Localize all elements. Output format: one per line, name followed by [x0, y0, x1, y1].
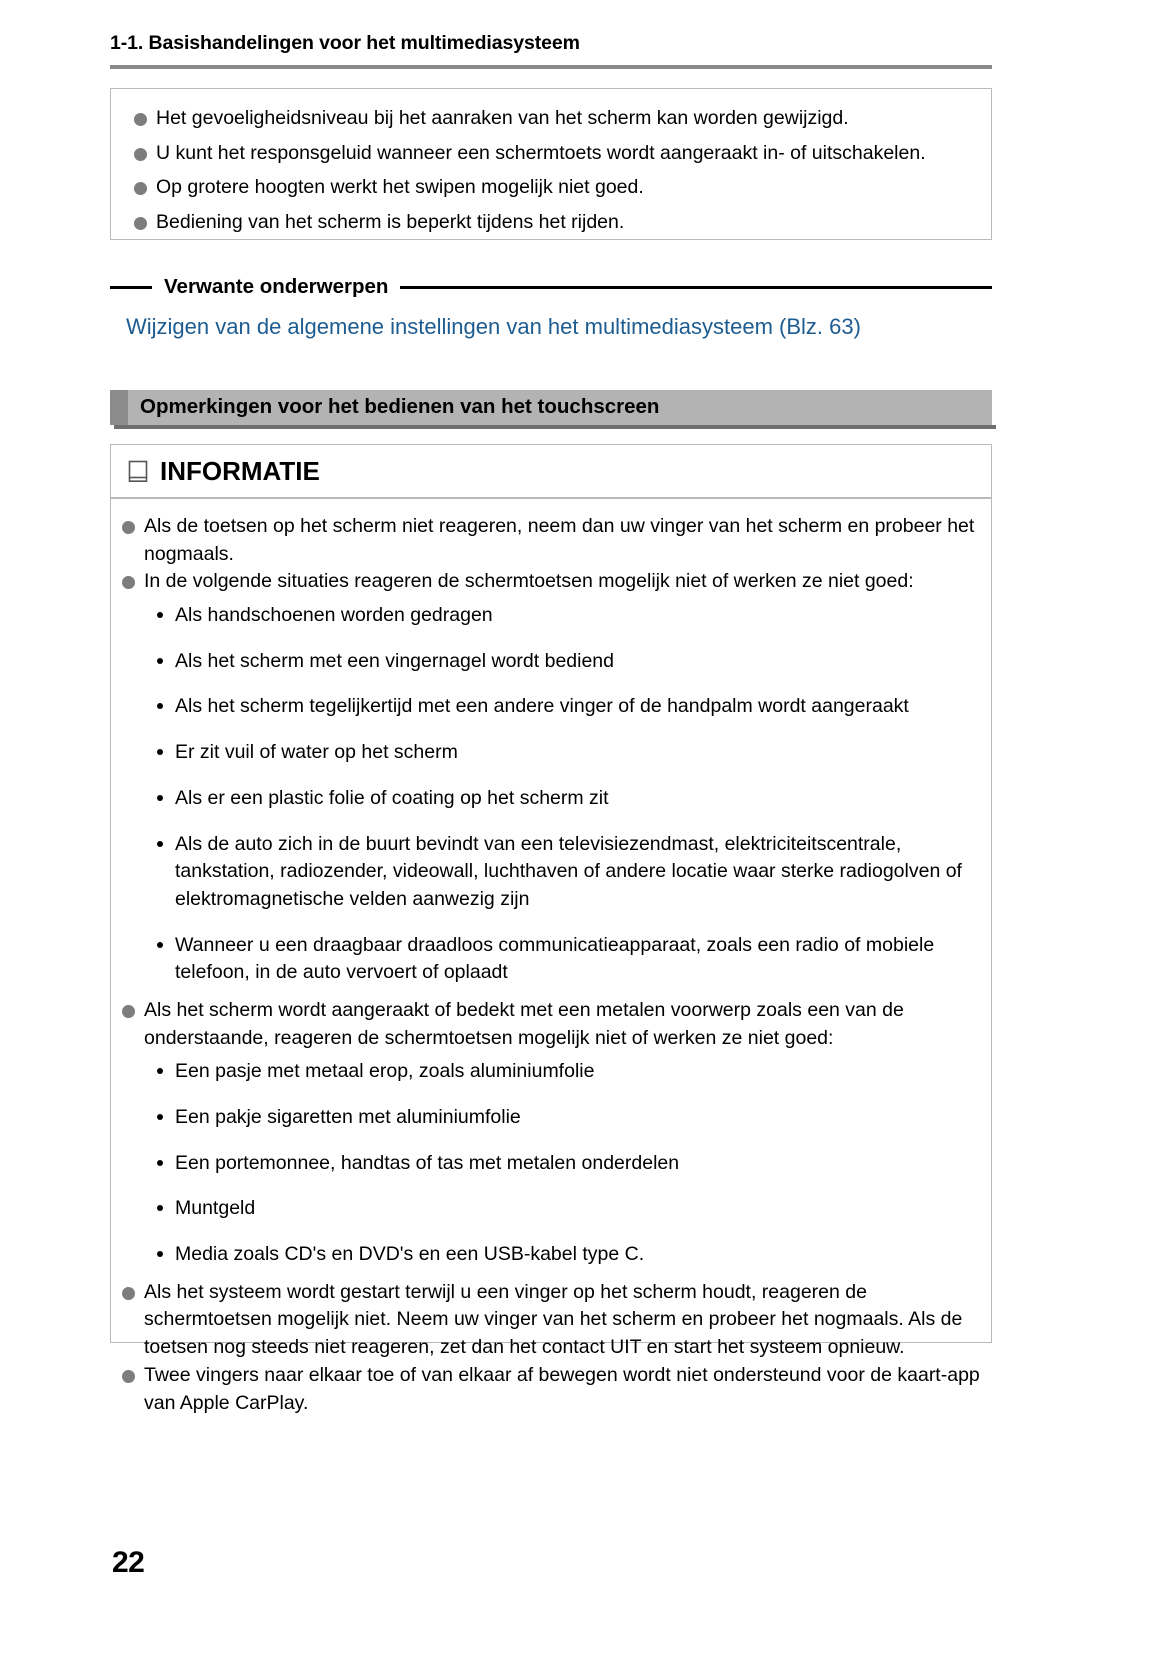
related-topics-header	[110, 272, 992, 302]
sub-list-item	[144, 1058, 981, 1086]
list-item-text: Als het scherm wordt aangeraakt of bedekt met een metalen voorwerp zoals een van de onderstaande, reageren de schermtoetsen mogelijk niet of werken ze niet goed:	[144, 998, 904, 1049]
sub-bullet-dot-icon	[157, 1251, 163, 1257]
sub-bullet-dot-icon	[157, 1160, 163, 1166]
section-bar-shadow	[114, 425, 996, 429]
sub-list-item-text: Er zit vuil of water op het scherm	[175, 741, 458, 764]
sub-list-item-text: Een pakje sigaretten met aluminiumfolie	[175, 1106, 521, 1128]
sub-bullet-dot-icon	[157, 1068, 163, 1074]
sub-list-item-text: Media zoals CD's en DVD's en een USB-kabel type C.	[175, 1243, 645, 1266]
sub-list-item-text: Als het scherm tegelijkertijd met een andere vinger of de handpalm wordt aangeraakt	[175, 695, 909, 718]
sub-list	[144, 602, 981, 987]
bullet-dot-icon	[134, 113, 147, 126]
sub-list-item	[144, 602, 981, 630]
running-header-title: 1-1. Basishandelingen voor het multimediasysteem	[110, 32, 580, 54]
header-divider	[110, 65, 992, 69]
page-number: 22	[112, 1546, 145, 1579]
bullet-dot-icon	[122, 576, 135, 589]
list-item-text: U kunt het responsgeluid wanneer een schermtoets wordt aangeraakt in- of uitschakelen.	[156, 141, 926, 164]
list-item	[123, 209, 983, 237]
notes-box	[110, 88, 992, 240]
list-item-text: Als de toetsen op het scherm niet reageren, neem dan uw vinger van het scherm en probeer het nogmaals.	[144, 515, 975, 565]
section-title: Opmerkingen voor het bedienen van het touchscreen	[140, 395, 660, 419]
list-item-text: Het gevoeligheidsniveau bij het aanraken van het scherm kan worden gewijzigd.	[156, 107, 849, 129]
sub-list-item-text: Muntgeld	[175, 1197, 256, 1220]
sub-list-item	[144, 739, 981, 767]
list-item	[111, 513, 981, 568]
running-header	[110, 32, 992, 69]
list-item-text: In de volgende situaties reageren de schermtoetsen mogelijk niet of werken ze niet goed:	[144, 570, 914, 593]
sub-list-item	[144, 831, 981, 914]
bullet-dot-icon	[134, 148, 147, 161]
bullet-dot-icon	[122, 521, 135, 534]
section-title-bar	[110, 390, 992, 425]
list-item-text: Twee vingers naar elkaar toe of van elkaar af bewegen wordt niet ondersteund voor de kaart-app van Apple CarPlay.	[144, 1363, 980, 1414]
related-topics-heading: Verwante onderwerpen	[164, 274, 389, 298]
sub-list-item	[144, 693, 981, 721]
sub-list-item	[144, 1241, 981, 1269]
information-body-box	[110, 498, 992, 1414]
bullet-dot-icon	[122, 1287, 135, 1300]
sub-list-item	[144, 932, 981, 987]
sub-list-item	[144, 1150, 981, 1178]
list-item	[111, 1362, 981, 1417]
book-icon	[128, 460, 149, 483]
bullet-dot-icon	[134, 182, 147, 195]
sub-list-item-text: Als handschoenen worden gedragen	[175, 604, 493, 627]
sub-list	[144, 1058, 981, 1268]
list-item-text: Als het systeem wordt gestart terwijl u een vinger op het scherm houdt, reageren de schermtoetsen mogelijk niet. Neem uw vinger van het scherm en probeer het nogmaals. Als de toetsen nog steeds niet reageren, zet dan het contact UIT en start het systeem opnieuw.	[144, 1280, 963, 1359]
sub-list-item	[144, 1104, 981, 1132]
bullet-dot-icon	[134, 217, 147, 230]
information-list	[111, 513, 981, 1417]
sub-bullet-dot-icon	[157, 703, 163, 709]
sub-bullet-dot-icon	[157, 658, 163, 664]
rule-left	[110, 286, 152, 289]
sub-bullet-dot-icon	[157, 1114, 163, 1120]
sub-bullet-dot-icon	[157, 942, 163, 948]
list-item-text: Op grotere hoogten werkt het swipen mogelijk niet goed.	[156, 176, 644, 199]
sub-list-item-text: Een portemonnee, handtas of tas met metalen onderdelen	[175, 1151, 680, 1174]
sub-bullet-dot-icon	[157, 612, 163, 618]
sub-list-item	[144, 1195, 981, 1223]
sub-bullet-dot-icon	[157, 749, 163, 755]
sub-bullet-dot-icon	[157, 841, 163, 847]
information-header-box	[110, 444, 992, 498]
bullet-dot-icon	[122, 1370, 135, 1383]
rule-right	[400, 286, 992, 289]
sub-list-item-text: Als er een plastic folie of coating op het scherm zit	[175, 786, 609, 809]
sub-bullet-dot-icon	[157, 1205, 163, 1211]
list-item	[123, 105, 983, 133]
sub-bullet-dot-icon	[157, 795, 163, 801]
sub-list-item-text: Als de auto zich in de buurt bevindt van een televisiezendmast, elektriciteitscentrale, tankstation, radiozender, videowall, luchthaven of andere locatie waar sterke radiogolven of elektromagnetische velden aanwezig zijn	[175, 832, 962, 910]
list-item	[123, 140, 983, 168]
list-item	[111, 1279, 981, 1362]
information-title: INFORMATIE	[160, 456, 320, 486]
list-item-text: Bediening van het scherm is beperkt tijdens het rijden.	[156, 211, 625, 234]
section-bar-tab	[110, 390, 128, 425]
sub-list-item-text: Wanneer u een draagbaar draadloos communicatieapparaat, zoals een radio of mobiele telefoon, in de auto vervoert of oplaadt	[175, 933, 935, 984]
notes-list	[111, 89, 991, 237]
related-topics-section	[110, 272, 992, 341]
sub-list-item-text: Een pasje met metaal erop, zoals aluminiumfolie	[175, 1060, 595, 1083]
list-item	[123, 174, 983, 202]
sub-list-item-text: Als het scherm met een vingernagel wordt bediend	[175, 649, 614, 672]
sub-list-item	[144, 785, 981, 813]
related-topic-link[interactable]: Wijzigen van de algemene instellingen van het multimediasysteem (Blz. 63)	[126, 314, 861, 339]
list-item	[111, 997, 981, 1269]
bullet-dot-icon	[122, 1005, 135, 1018]
sub-list-item	[144, 648, 981, 676]
list-item	[111, 568, 981, 987]
